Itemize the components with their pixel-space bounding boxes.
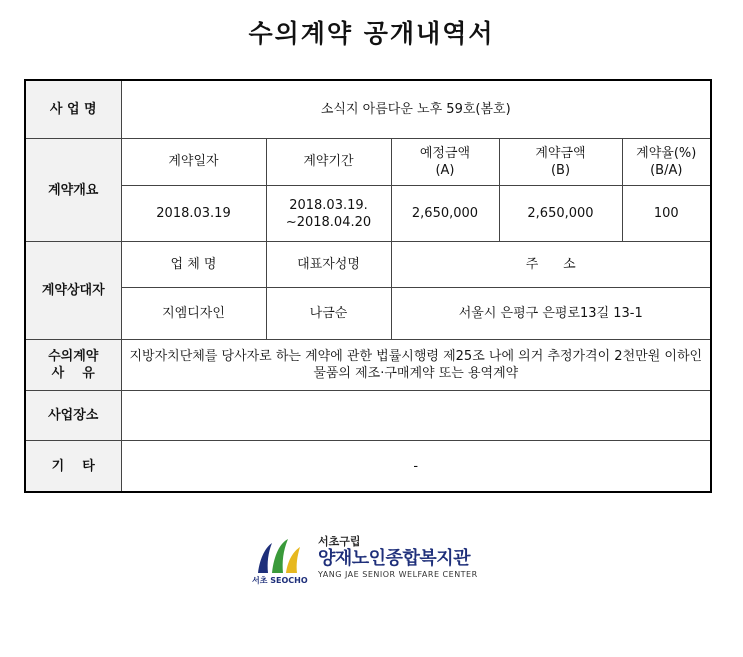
reason-label-line1: 수의계약	[48, 348, 99, 364]
counterparty-label: 계약상대자	[25, 242, 121, 339]
contract-period-header: 계약기간	[266, 138, 391, 185]
business-name-row	[25, 80, 711, 138]
contract-amount-value: 2,650,000	[499, 186, 622, 242]
logo-small-text: 서초구립	[318, 535, 361, 548]
logo-text-group	[318, 535, 478, 580]
etc-label: 기 타	[25, 441, 121, 492]
contract-disclosure-table	[24, 79, 712, 493]
estimated-amount-header-line2: (A)	[435, 162, 455, 178]
address-header: 주 소	[391, 242, 711, 288]
contract-date-header: 계약일자	[121, 138, 266, 185]
company-name-value: 지엠디자인	[121, 288, 266, 339]
contract-rate-header	[622, 138, 711, 185]
business-name-value: 소식지 아름다운 노후 59호(봄호)	[121, 80, 711, 138]
etc-value: -	[121, 441, 711, 492]
estimated-amount-value: 2,650,000	[391, 186, 499, 242]
contract-values-row	[25, 186, 711, 242]
location-row	[25, 390, 711, 440]
etc-row	[25, 441, 711, 492]
estimated-amount-header	[391, 138, 499, 185]
contract-amount-header	[499, 138, 622, 185]
contract-period-start: 2018.03.19.	[289, 197, 368, 213]
reason-text: 지방자치단체를 당사자로 하는 계약에 관한 법률시행령 제25조 나에 의거 추정가격이 2천만원 이하인 물품의 제조·구매계약 또는 용역계약	[121, 339, 711, 390]
contract-amount-header-line2: (B)	[550, 162, 571, 178]
estimated-amount-header-line1: 예정금액	[419, 145, 471, 161]
address-value: 서울시 은평구 은평로13길 13-1	[391, 288, 711, 339]
location-label: 사업장소	[25, 390, 121, 440]
contract-rate-header-line2: (B/A)	[650, 162, 683, 178]
seocho-label: 서초 SEOCHO	[252, 576, 308, 585]
representative-value: 나금순	[266, 288, 391, 339]
contract-amount-header-line1: 계약금액	[535, 145, 586, 161]
business-name-label: 사 업 명	[25, 80, 121, 138]
reason-label	[25, 339, 121, 390]
company-name-header: 업 체 명	[121, 242, 266, 288]
contract-rate-header-line1: 계약율(%)	[636, 145, 697, 161]
reason-label-line2: 사 유	[51, 365, 95, 381]
contract-date-value: 2018.03.19	[121, 186, 266, 242]
welfare-center-logo	[252, 535, 482, 587]
counterparty-header-row	[25, 242, 711, 288]
contract-rate-value: 100	[622, 186, 711, 242]
representative-header: 대표자성명	[266, 242, 391, 288]
reason-row	[25, 339, 711, 390]
logo-english-text: YANG JAE SENIOR WELFARE CENTER	[318, 570, 478, 579]
contract-period-end: ~2018.04.20	[285, 214, 372, 230]
counterparty-values-row	[25, 288, 711, 339]
contract-header-row	[25, 138, 711, 185]
contract-overview-label: 계약개요	[25, 138, 121, 241]
document-title: 수의계약 공개내역서	[248, 19, 495, 48]
location-value	[121, 390, 711, 440]
contract-period-value	[266, 186, 391, 242]
logo-main-text: 양재노인종합복지관	[318, 548, 470, 569]
